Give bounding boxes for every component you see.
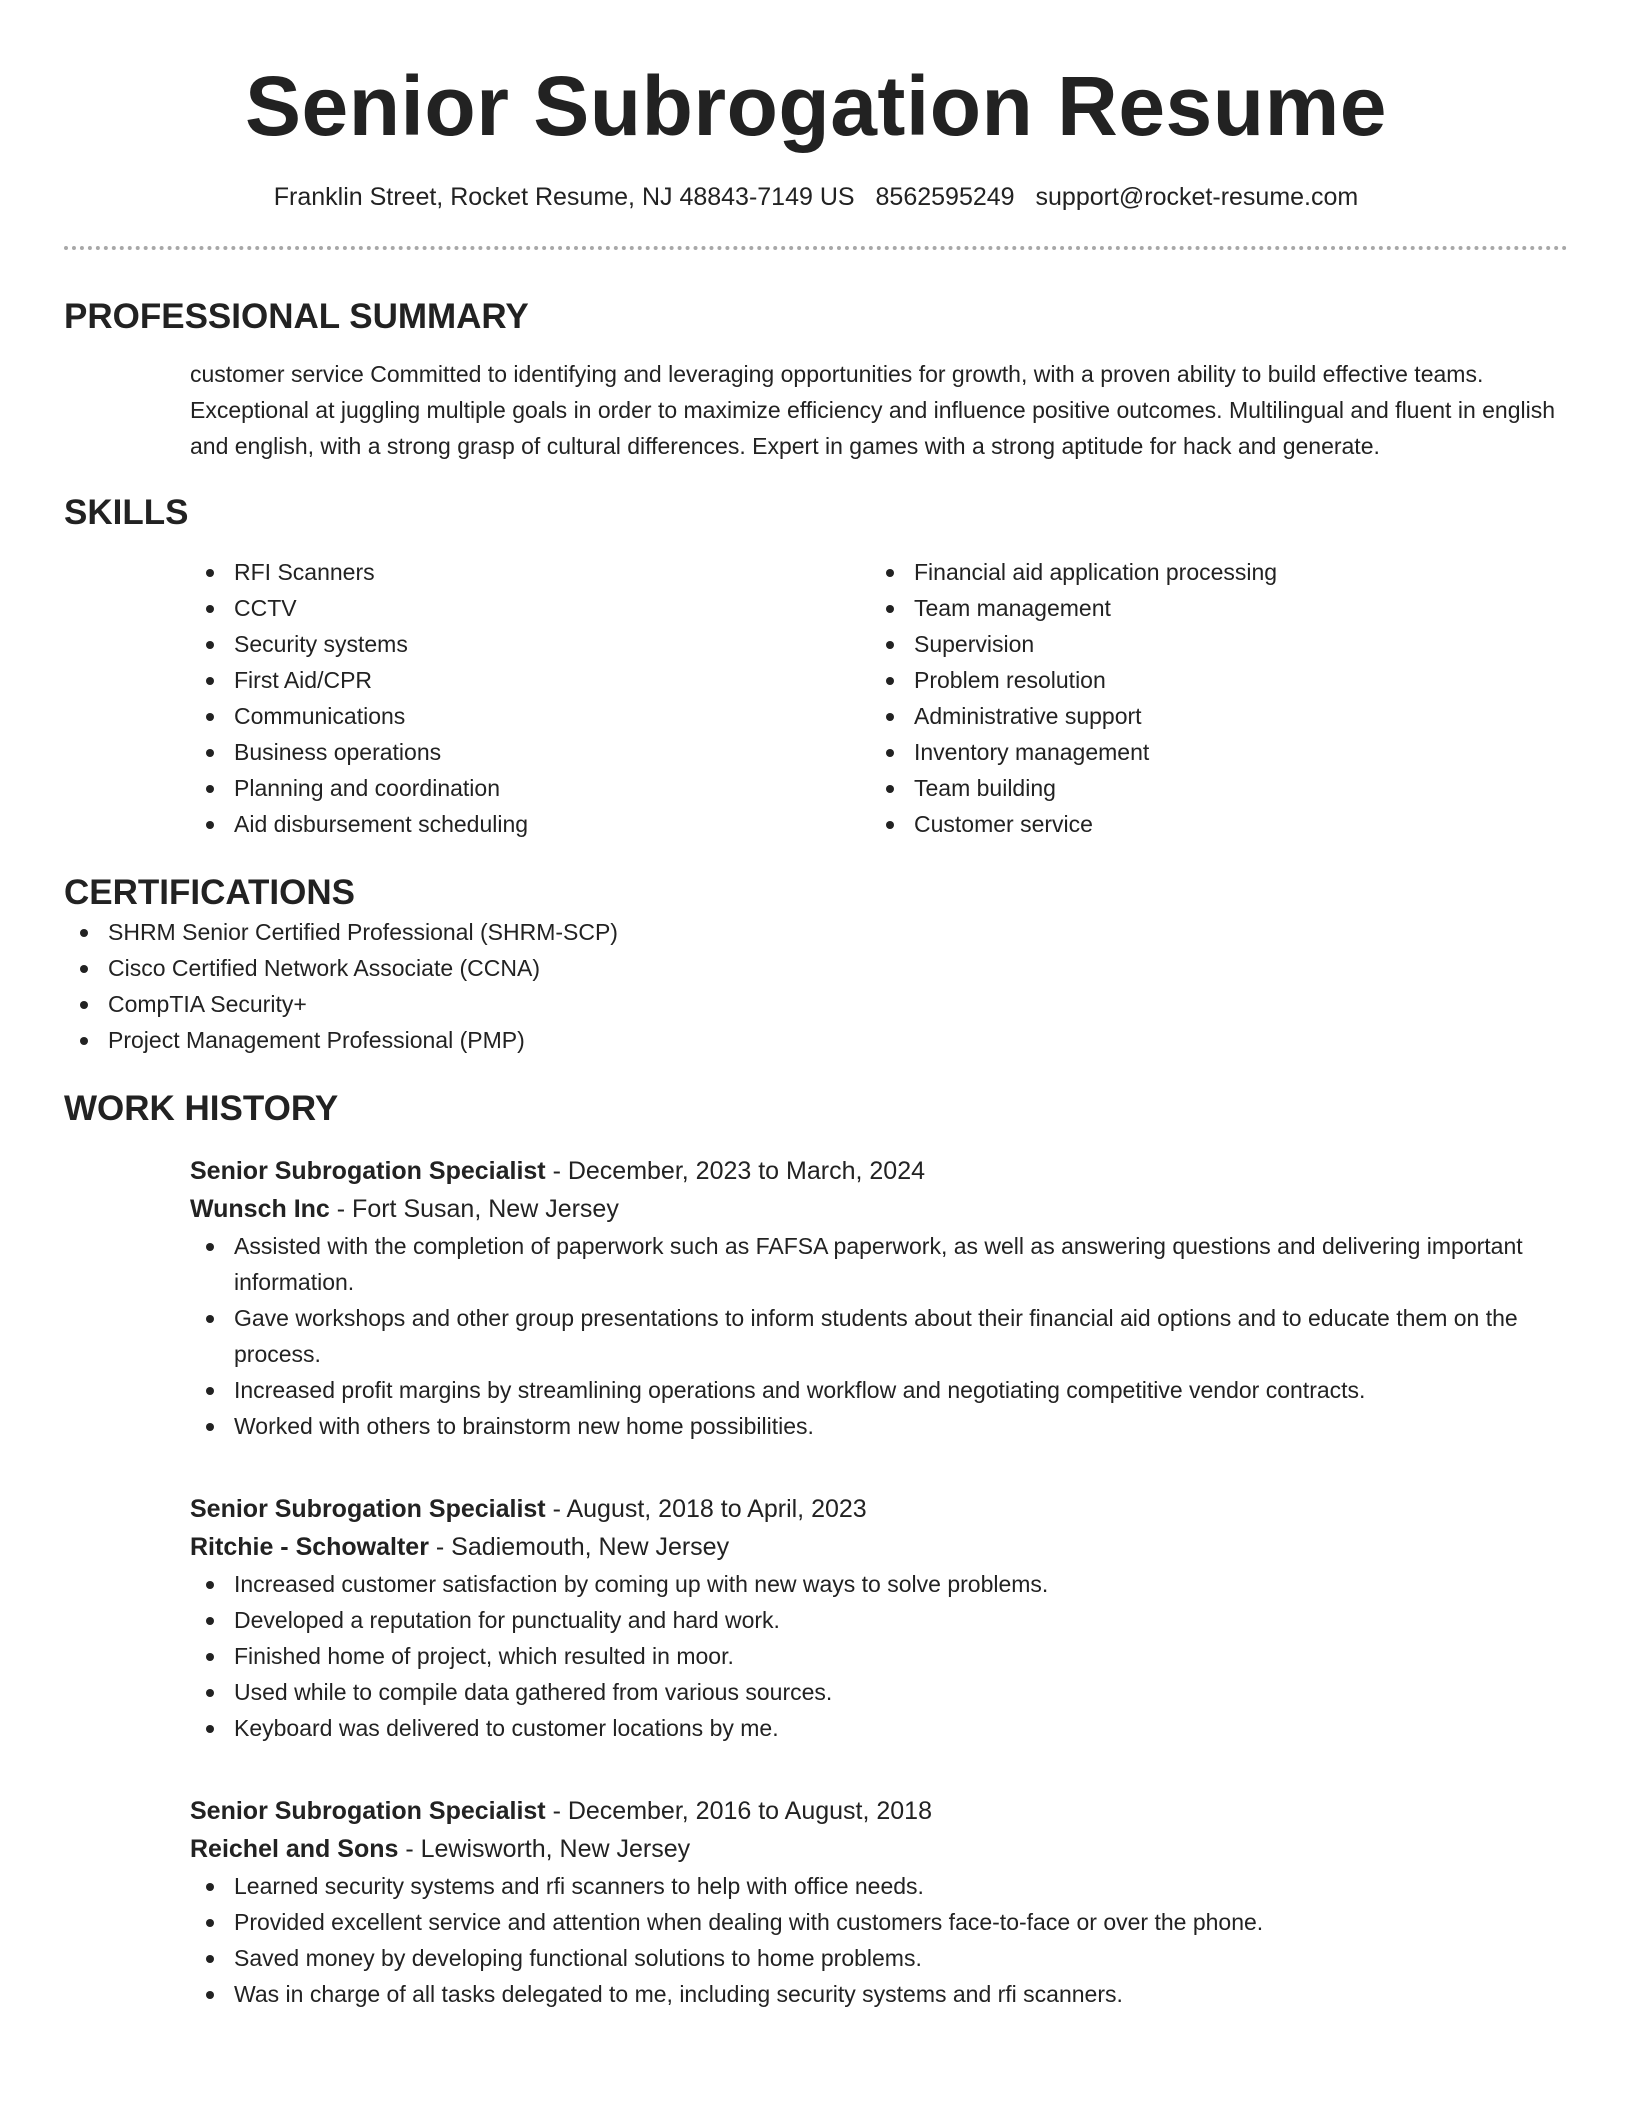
job-dates: - August, 2018 to April, 2023 (545, 1495, 867, 1523)
skill-item: Security systems (190, 626, 870, 662)
skill-item: Inventory management (870, 734, 1550, 770)
skills-list-left (190, 554, 870, 842)
resume-page (64, 0, 1568, 2012)
job-entry (190, 1792, 1568, 2012)
job-duty: Used while to compile data gathered from various sources. (190, 1674, 1568, 1710)
job-title-line (190, 1490, 1568, 1528)
job-duty: Increased profit margins by streamlining operations and workflow and negotiating competitive vendor contracts. (190, 1372, 1568, 1408)
job-company-line (190, 1830, 1568, 1868)
job-title: Senior Subrogation Specialist (190, 1495, 546, 1523)
skill-item: First Aid/CPR (190, 662, 870, 698)
page-title: Senior Subrogation Resume (245, 59, 1387, 153)
professional-summary-section (64, 296, 1568, 464)
certification-item: Project Management Professional (PMP) (64, 1022, 1568, 1058)
job-company: Ritchie - Schowalter (190, 1533, 429, 1561)
job-duty: Assisted with the completion of paperwork such as FAFSA paperwork, as well as answering questions and delivering important information. (190, 1228, 1568, 1300)
job-duty: Gave workshops and other group presentations to inform students about their financial aid options and to educate them on the process. (190, 1300, 1568, 1372)
job-entry (190, 1490, 1568, 1746)
job-duty: Increased customer satisfaction by coming up with new ways to solve problems. (190, 1566, 1568, 1602)
skills-column-left (190, 554, 870, 842)
job-title-line (190, 1152, 1568, 1190)
certification-item: CompTIA Security+ (64, 986, 1568, 1022)
contact-line (64, 182, 1568, 212)
job-company-line (190, 1528, 1568, 1566)
job-duty: Worked with others to brainstorm new home possibilities. (190, 1408, 1568, 1444)
job-duty: Keyboard was delivered to customer locations by me. (190, 1710, 1568, 1746)
job-duties-list (190, 1228, 1568, 1444)
certifications-section (64, 872, 1568, 1058)
header-divider (64, 246, 1568, 250)
skills-grid (190, 554, 1568, 842)
skill-item: Financial aid application processing (870, 554, 1550, 590)
job-duties-list (190, 1868, 1568, 2012)
section-heading-skills: SKILLS (64, 493, 189, 532)
certification-item: SHRM Senior Certified Professional (SHRM-SCP) (64, 914, 1568, 950)
section-heading-summary: PROFESSIONAL SUMMARY (64, 297, 529, 336)
skill-item: Team building (870, 770, 1550, 806)
certifications-list (64, 914, 1568, 1058)
skill-item: Administrative support (870, 698, 1550, 734)
job-duty: Developed a reputation for punctuality and hard work. (190, 1602, 1568, 1638)
skill-item: Aid disbursement scheduling (190, 806, 870, 842)
skill-item: Planning and coordination (190, 770, 870, 806)
job-duty: Was in charge of all tasks delegated to me, including security systems and rfi scanners. (190, 1976, 1568, 2012)
job-company: Wunsch Inc (190, 1195, 330, 1223)
skill-item: Team management (870, 590, 1550, 626)
skill-item: Problem resolution (870, 662, 1550, 698)
skill-item: Supervision (870, 626, 1550, 662)
job-dates: - December, 2016 to August, 2018 (545, 1797, 932, 1825)
job-title: Senior Subrogation Specialist (190, 1797, 546, 1825)
contact-email: support@rocket-resume.com (1035, 183, 1359, 211)
skills-list-right (870, 554, 1550, 842)
job-dates: - December, 2023 to March, 2024 (545, 1157, 925, 1185)
job-location: - Sadiemouth, New Jersey (428, 1533, 730, 1561)
contact-phone: 8562595249 (875, 183, 1015, 211)
skill-item: RFI Scanners (190, 554, 870, 590)
work-history-section (64, 1088, 1568, 2012)
job-location: - Lewisworth, New Jersey (398, 1835, 691, 1863)
job-duty: Finished home of project, which resulted in moor. (190, 1638, 1568, 1674)
skill-item: Customer service (870, 806, 1550, 842)
job-title: Senior Subrogation Specialist (190, 1157, 546, 1185)
job-duty: Saved money by developing functional solutions to home problems. (190, 1940, 1568, 1976)
job-duty: Provided excellent service and attention when dealing with customers face-to-face or over the phone. (190, 1904, 1568, 1940)
skill-item: CCTV (190, 590, 870, 626)
contact-address: Franklin Street, Rocket Resume, NJ 48843-7149 US (273, 183, 855, 211)
skills-column-right (870, 554, 1550, 842)
job-company-line (190, 1190, 1568, 1228)
job-duties-list (190, 1566, 1568, 1746)
job-title-line (190, 1792, 1568, 1830)
job-duty: Learned security systems and rfi scanners to help with office needs. (190, 1868, 1568, 1904)
skill-item: Business operations (190, 734, 870, 770)
section-heading-certifications: CERTIFICATIONS (64, 873, 356, 912)
job-location: - Fort Susan, New Jersey (329, 1195, 619, 1223)
section-heading-work-history: WORK HISTORY (64, 1089, 339, 1128)
summary-text: customer service Committed to identifying and leveraging opportunities for growth, with a proven ability to build effective teams. Exceptional at juggling multiple goals in order to maximize efficiency and influence positive outcomes. Multilingual and fluent in english and english, with a strong grasp of cultural differences. Expert in games with a strong aptitude for hack and generate. (190, 361, 1556, 459)
certification-item: Cisco Certified Network Associate (CCNA) (64, 950, 1568, 986)
skill-item: Communications (190, 698, 870, 734)
job-entry (190, 1152, 1568, 1444)
skills-section (64, 492, 1568, 842)
job-company: Reichel and Sons (190, 1835, 399, 1863)
